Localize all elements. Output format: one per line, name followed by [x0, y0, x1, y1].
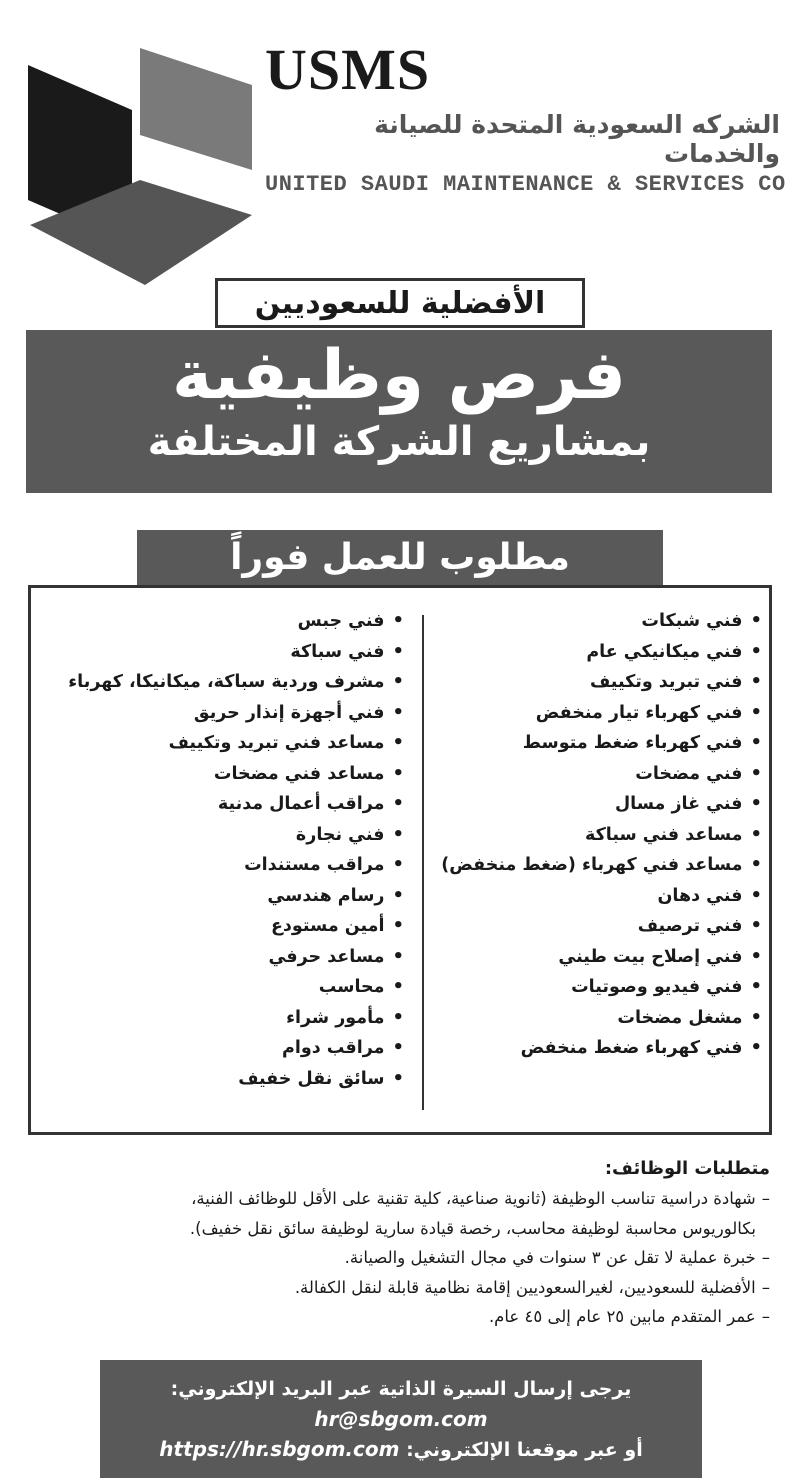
job-item: • مساعد فني تبريد وتكييف — [44, 728, 404, 759]
requirement-item — [10, 1243, 770, 1273]
job-item: • مراقب دوام — [44, 1033, 404, 1064]
job-item: • محاسب — [44, 972, 404, 1003]
contact-website-prefix: أو عبر موقعنا الإلكتروني: — [406, 1439, 643, 1461]
logo-light-top-shape — [140, 48, 252, 170]
hero-band — [26, 330, 772, 493]
job-item: • فني شبكات — [422, 606, 762, 637]
requirements-list — [10, 1184, 770, 1332]
job-item: • مساعد فني مضخات — [44, 759, 404, 790]
company-logo — [20, 40, 260, 290]
dash-marker: – — [761, 1248, 770, 1267]
job-item: • رسام هندسي — [44, 881, 404, 912]
job-item: • مساعد فني سباكة — [422, 820, 762, 851]
hero-title: فرص وظيفية — [172, 336, 626, 415]
job-item: • مساعد حرفي — [44, 942, 404, 973]
requirements-section — [10, 1156, 770, 1332]
requirement-item — [10, 1273, 770, 1303]
job-item: • فني تبريد وتكييف — [422, 667, 762, 698]
job-item: • فني سباكة — [44, 637, 404, 668]
requirement-text: عمر المتقدم مابين ٢٥ عام إلى ٤٥ عام. — [488, 1307, 756, 1326]
job-item: • فني كهرباء ضغط متوسط — [422, 728, 762, 759]
job-item: • مشغل مضخات — [422, 1003, 762, 1034]
brand-english-name: UNITED SAUDI MAINTENANCE & SERVICES CO — [265, 172, 786, 197]
contact-band — [100, 1360, 702, 1478]
brand-arabic-name: الشركه السعودية المتحدة للصيانة والخدمات — [374, 110, 780, 168]
contact-email-link[interactable]: hr@sbgom.com — [314, 1407, 488, 1431]
job-item: • سائق نقل خفيف — [44, 1064, 404, 1095]
requirement-text: خبرة عملية لا تقل عن ٣ سنوات في مجال التشغيل والصيانة. — [344, 1248, 756, 1267]
job-item: • مشرف وردية سباكة، ميكانيكا، كهرباء — [44, 667, 404, 698]
job-item: • فني فيديو وصوتيات — [422, 972, 762, 1003]
job-item: • مراقب مستندات — [44, 850, 404, 881]
job-item: • مأمور شراء — [44, 1003, 404, 1034]
jobs-right-column — [422, 606, 762, 1064]
needed-immediately-label: مطلوب للعمل فوراً — [137, 530, 663, 585]
job-item: • فني ميكانيكي عام — [422, 637, 762, 668]
requirement-item — [10, 1302, 770, 1332]
requirement-text: شهادة دراسية تناسب الوظيفة (ثانوية صناعية، كلية تقنية على الأقل للوظائف الفنية، — [191, 1189, 756, 1208]
hero-subtitle: بمشاريع الشركة المختلفة — [147, 419, 651, 465]
job-item: • فني دهان — [422, 881, 762, 912]
requirement-item — [10, 1184, 770, 1243]
job-item: • فني غاز مسال — [422, 789, 762, 820]
jobs-left-column — [44, 606, 404, 1094]
requirement-text: الأفضلية للسعوديين، لغيرالسعوديين إقامة نظامية قابلة لنقل الكفالة. — [294, 1277, 756, 1297]
job-item: • مراقب أعمال مدنية — [44, 789, 404, 820]
brand-block — [265, 37, 786, 197]
contact-website-line — [100, 1434, 702, 1465]
contact-website-link[interactable]: https://hr.sbgom.com — [159, 1437, 400, 1461]
job-item: • مساعد فني كهرباء (ضغط منخفض) — [422, 850, 762, 881]
job-item: • فني ترصيف — [422, 911, 762, 942]
requirements-title: متطلبات الوظائف: — [604, 1158, 770, 1179]
job-item: • فني إصلاح بيت طيني — [422, 942, 762, 973]
job-item: • فني أجهزة إنذار حريق — [44, 698, 404, 729]
job-item: • فني نجارة — [44, 820, 404, 851]
brand-short-name: USMS — [265, 37, 431, 102]
saudi-priority-tag: الأفضلية للسعوديين — [215, 278, 585, 328]
contact-instruction: يرجى إرسال السيرة الذاتية عبر البريد الإلكتروني: — [170, 1378, 632, 1400]
dash-marker: – — [761, 1307, 770, 1326]
job-item: • فني مضخات — [422, 759, 762, 790]
requirement-continuation: بكالوريوس محاسبة لوظيفة محاسب، رخصة قيادة سارية لوظيفة سائق نقل خفيف). — [189, 1218, 756, 1238]
dash-marker: – — [761, 1189, 770, 1208]
job-item: • أمين مستودع — [44, 911, 404, 942]
job-item: • فني كهرباء تيار منخفض — [422, 698, 762, 729]
dash-marker: – — [761, 1277, 770, 1297]
job-item: • فني جبس — [44, 606, 404, 637]
job-item: • فني كهرباء ضغط منخفض — [422, 1033, 762, 1064]
